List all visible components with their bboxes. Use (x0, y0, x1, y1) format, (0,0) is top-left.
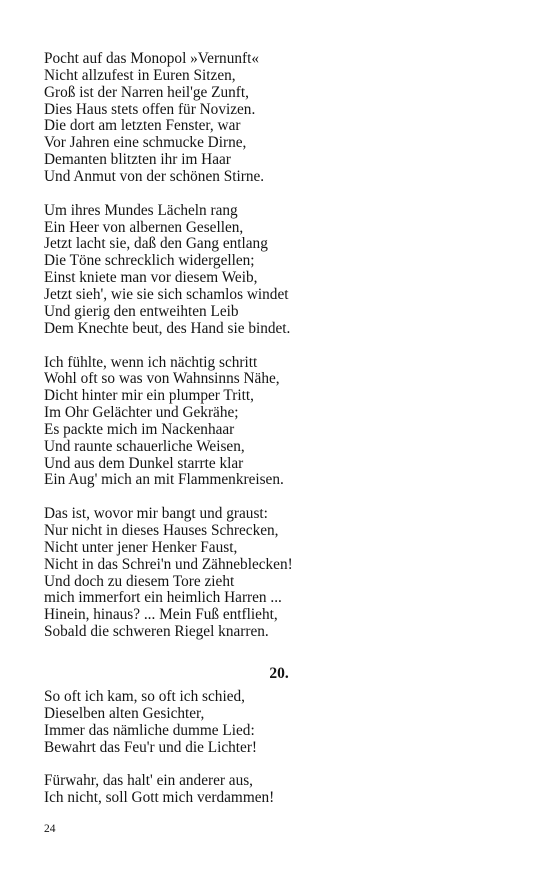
verse-line: Nicht allzufest in Euren Sitzen, (44, 66, 236, 84)
verse-line: Und gierig den entweihten Leib (44, 302, 239, 320)
poem-20 (44, 689, 274, 807)
verse-line: Vor Jahren eine schmucke Dirne, (44, 134, 247, 152)
verse-line: Wohl oft so was von Wahnsinns Nähe, (44, 370, 280, 388)
verse-line: Dem Knechte beut, des Hand sie bindet. (44, 319, 291, 337)
verse-line: Ich fühlte, wenn ich nächtig schritt (44, 353, 258, 371)
verse-line: Bewahrt das Feu'r und die Lichter! (44, 738, 258, 756)
verse-line: Und Anmut von der schönen Stirne. (44, 167, 265, 185)
verse-line: Dies Haus stets offen für Novizen. (44, 100, 256, 118)
stanza-2 (44, 773, 274, 807)
verse-line: Nicht in das Schrei'n und Zähneblecken! (44, 555, 293, 573)
verse-line: Jetzt sieh', wie sie sich schamlos windet (44, 285, 289, 303)
verse-line: Dieselben alten Gesichter, (44, 704, 205, 722)
stanza-3 (44, 355, 293, 490)
verse-line: Dicht hinter mir ein plumper Tritt, (44, 387, 254, 405)
verse-line: Demanten blitzten ihr im Haar (44, 151, 231, 169)
verse-line: Fürwahr, das halt' ein anderer aus, (44, 772, 254, 790)
verse-line: Ein Heer von albernen Gesellen, (44, 218, 244, 236)
verse-line: Und doch zu diesem Tore zieht (44, 572, 235, 590)
verse-line: Einst kniete man vor diesem Weib, (44, 269, 258, 287)
verse-line: Das ist, wovor mir bangt und graust: (44, 505, 268, 523)
verse-line: Jetzt lacht sie, daß den Gang entlang (44, 235, 268, 253)
stanza-4 (44, 506, 293, 641)
page-number: 24 (44, 823, 56, 835)
verse-line: Groß ist der Narren heil'ge Zunft, (44, 83, 249, 101)
verse-line: Ich nicht, soll Gott mich verdammen! (44, 789, 275, 807)
verse-line: Hinein, hinaus? ... Mein Fuß entflieht, (44, 606, 278, 624)
verse-line: Und aus dem Dunkel starrte klar (44, 454, 244, 472)
verse-line: Immer das nämliche dumme Lied: (44, 721, 255, 739)
verse-line: Es packte mich im Nackenhaar (44, 420, 235, 438)
verse-line: Die dort am letzten Fenster, war (44, 117, 241, 135)
verse-line: Pocht auf das Monopol »Vernunft« (44, 50, 259, 67)
verse-line: Ein Aug' mich an mit Flammenkreisen. (44, 471, 284, 489)
verse-line: Die Töne schrecklich widergellen; (44, 252, 255, 270)
verse-line: mich immerfort ein heimlich Harren ... (44, 589, 282, 607)
verse-line: So oft ich kam, so oft ich schied, (44, 688, 245, 705)
poem-number-heading: 20. (269, 665, 289, 682)
verse-line: Und raunte schauerliche Weisen, (44, 437, 245, 455)
stanza-2 (44, 203, 293, 338)
stanza-1 (44, 51, 293, 186)
stanza-1 (44, 689, 274, 756)
poem-19 (44, 51, 293, 641)
verse-line: Sobald die schweren Riegel knarren. (44, 623, 269, 641)
verse-line: Im Ohr Gelächter und Gekrähe; (44, 404, 239, 422)
verse-line: Nicht unter jener Henker Faust, (44, 538, 238, 556)
verse-line: Um ihres Mundes Lächeln rang (44, 201, 238, 219)
verse-line: Nur nicht in dieses Hauses Schrecken, (44, 522, 279, 540)
